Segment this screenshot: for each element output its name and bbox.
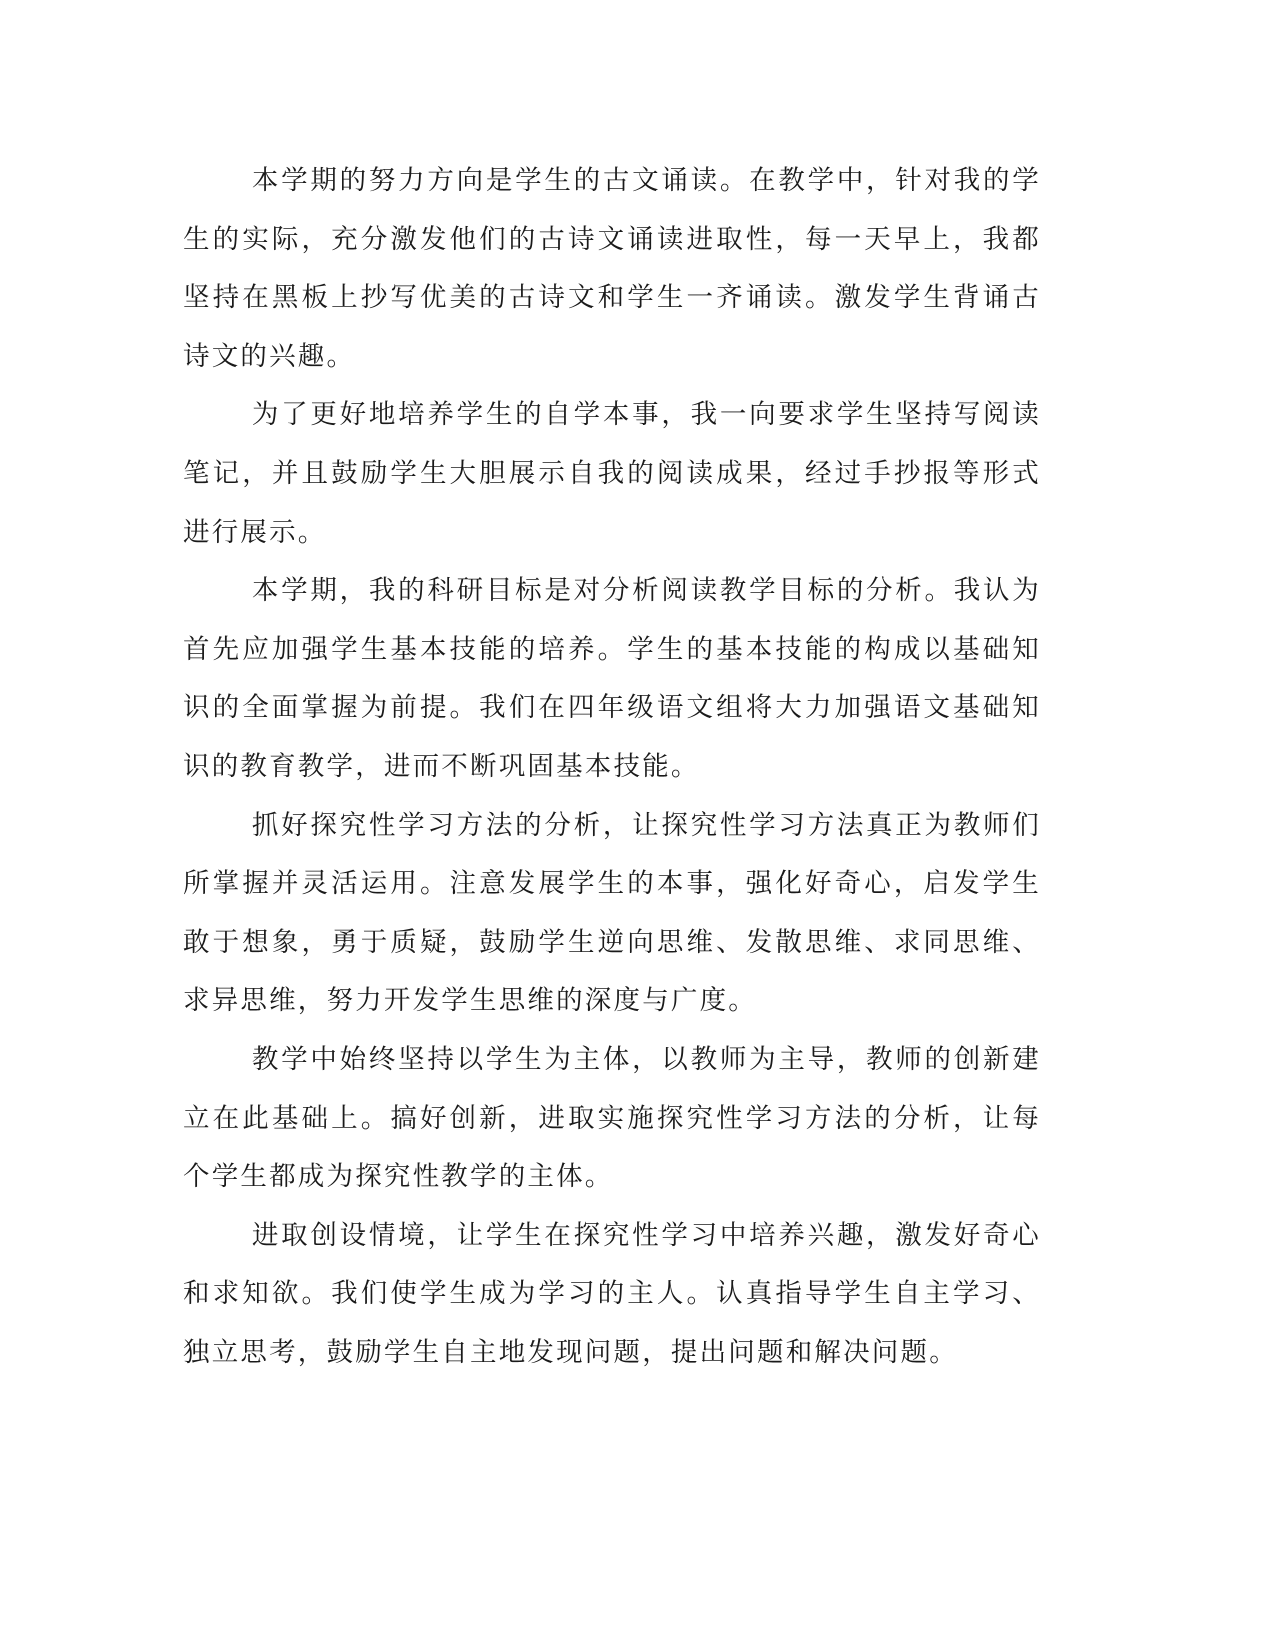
paragraph: 教学中始终坚持以学生为主体，以教师为主导，教师的创新建立在此基础上。搞好创新，进取实施探究性学习方法的分析，让每个学生都成为探究性教学的主体。	[183, 1043, 1041, 1193]
paragraph: 本学期的努力方向是学生的古文诵读。在教学中，针对我的学生的实际，充分激发他们的古诗文诵读进取性，每一天早上，我都坚持在黑板上抄写优美的古诗文和学生一齐诵读。激发学生背诵古诗文的兴趣。	[183, 165, 1041, 372]
paragraph: 本学期，我的科研目标是对分析阅读教学目标的分析。我认为首先应加强学生基本技能的培养。学生的基本技能的构成以基础知识的全面掌握为前提。我们在四年级语文组将大力加强语文基础知识的教育教学，进而不断巩固基本技能。	[183, 575, 1041, 782]
document-body	[183, 152, 1041, 1382]
paragraph: 为了更好地培养学生的自学本事，我一向要求学生坚持写阅读笔记，并且鼓励学生大胆展示自我的阅读成果，经过手抄报等形式进行展示。	[183, 399, 1041, 548]
paragraph: 抓好探究性学习方法的分析，让探究性学习方法真正为教师们所掌握并灵活运用。注意发展学生的本事，强化好奇心，启发学生敢于想象，勇于质疑，鼓励学生逆向思维、发散思维、求同思维、求异思维，努力开发学生思维的深度与广度。	[183, 809, 1041, 1017]
paragraph: 进取创设情境，让学生在探究性学习中培养兴趣，激发好奇心和求知欲。我们使学生成为学习的主人。认真指导学生自主学习、独立思考，鼓励学生自主地发现问题，提出问题和解决问题。	[183, 1219, 1041, 1368]
